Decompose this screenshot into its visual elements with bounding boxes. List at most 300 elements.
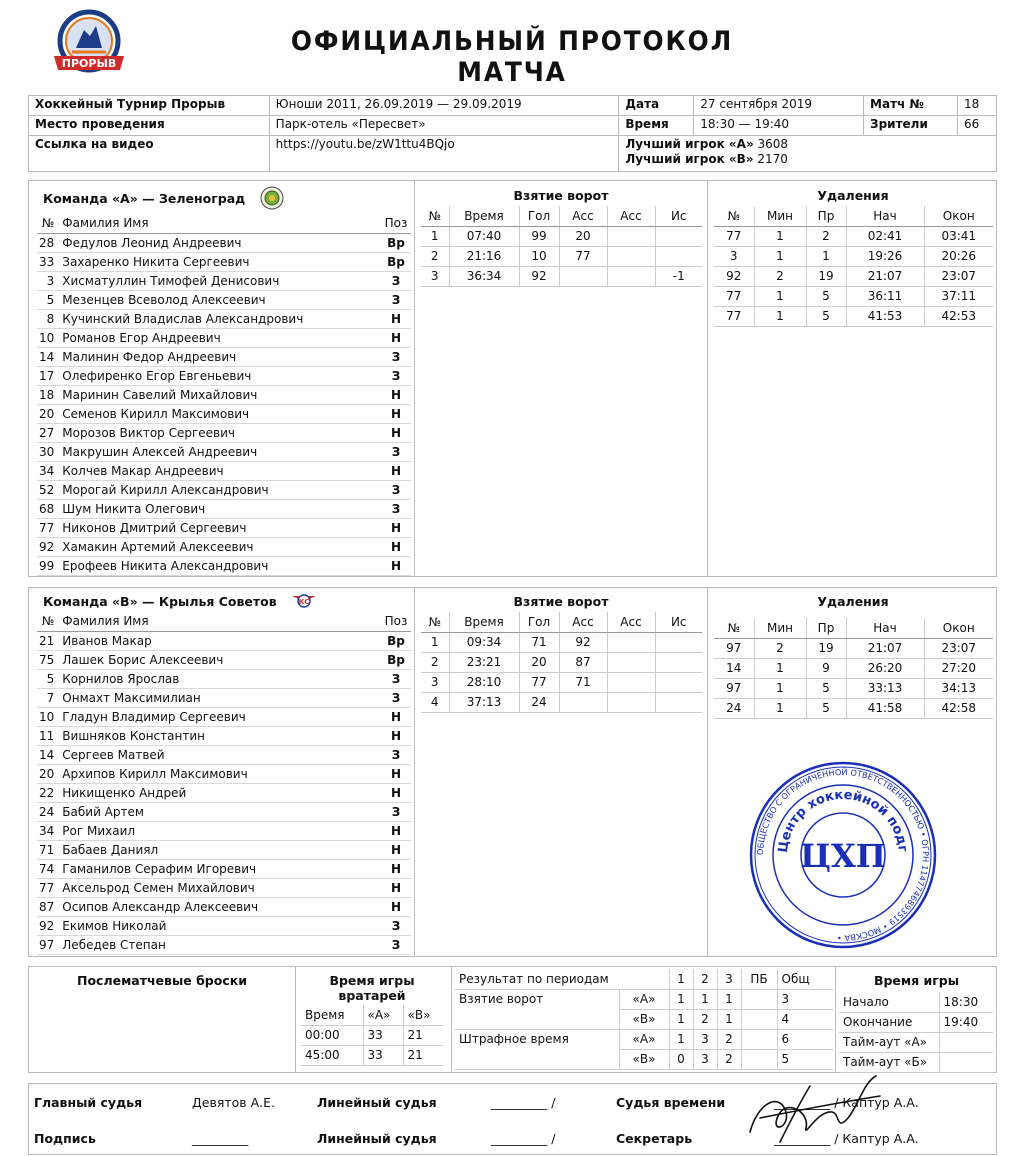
goals-header-cell: Асс [607, 612, 655, 632]
penalty-cell-pr: 5 [806, 286, 846, 306]
goals-header [421, 206, 702, 226]
player-name: Лебедев Степан [60, 935, 381, 954]
linesman2-label: Линейный судья [317, 1131, 437, 1146]
player-name: Малинин Федор Андреевич [60, 347, 381, 366]
player-number: 17 [37, 366, 60, 385]
shootout-title: Послематчевые броски [76, 973, 247, 988]
goals-b-cell: 1 [669, 1009, 693, 1029]
player-number: 34 [37, 821, 60, 840]
penalty-cell-min: 1 [754, 678, 806, 698]
player-position: З [381, 366, 411, 385]
goal-cell-a1 [559, 266, 607, 286]
player-name: Морозов Виктор Сергеевич [60, 423, 381, 442]
team-a-goals-title: Взятие ворот [513, 188, 609, 203]
goal-cell-is [655, 246, 702, 266]
player-name: Никищенко Андрей [60, 783, 381, 802]
team-b-logo-icon [291, 592, 317, 613]
team-b-label: «В» [619, 1049, 669, 1069]
stamp-outer-text: ОБЩЕСТВО С ОГРАНИЧЕННОЙ ОТВЕТСТВЕННОСТЬЮ • ОГРН 1147746893519 • МОСКВА • [754, 766, 932, 944]
best-players [619, 136, 997, 172]
goal-cell-time: 28:10 [449, 672, 519, 692]
goal-cell-a1: 92 [559, 632, 607, 652]
player-position: Н [381, 556, 411, 575]
goal-row [421, 226, 702, 246]
player-number: 20 [37, 404, 60, 423]
team-a-penalties-column [708, 181, 998, 576]
game-time-title: Время игры [873, 973, 960, 988]
goals-header-cell: Время [449, 206, 519, 226]
player-name: Сергеев Матвей [60, 745, 381, 764]
pim-b-cell: 0 [669, 1049, 693, 1069]
player-name: Рог Михаил [60, 821, 381, 840]
results-header: 2 [693, 969, 717, 989]
match-info-table [28, 95, 997, 172]
goal-cell-n: 1 [421, 632, 449, 652]
team-a-penalties-table [714, 206, 993, 327]
player-position: Вр [381, 233, 411, 252]
penalty-cell-n: 77 [714, 226, 754, 246]
logo-text: ПРОРЫВ [61, 57, 117, 70]
roster-row [37, 821, 411, 840]
player-position: Н [381, 385, 411, 404]
penalty-row [714, 678, 993, 698]
roster-row [37, 707, 411, 726]
goals-header-cell: Асс [559, 206, 607, 226]
goal-cell-is [655, 672, 702, 692]
best-a-label: Лучший игрок «А» [625, 137, 754, 151]
goal-cell-goal: 24 [519, 692, 559, 712]
penalties-header [714, 206, 993, 226]
penalty-cell-pr: 2 [806, 226, 846, 246]
penalty-cell-min: 2 [754, 638, 806, 658]
player-number: 5 [37, 290, 60, 309]
penalty-cell-end: 42:53 [924, 306, 993, 326]
goals-header-cell: Гол [519, 206, 559, 226]
roster-row [37, 897, 411, 916]
player-position: Н [381, 537, 411, 556]
goal-cell-a2 [607, 266, 655, 286]
team-a-goals-column [415, 181, 708, 576]
goal-row [421, 652, 702, 672]
goals-header-cell: № [421, 206, 449, 226]
roster-row [37, 271, 411, 290]
roster-row [37, 935, 411, 954]
goals-header-cell: № [421, 612, 449, 632]
player-number: 74 [37, 859, 60, 878]
player-number: 27 [37, 423, 60, 442]
gk-cell: 45:00 [301, 1045, 363, 1065]
roster-name-header: Фамилия Имя [60, 612, 381, 631]
team-a-roster [37, 214, 411, 576]
team-a-block [28, 180, 997, 577]
player-number: 77 [37, 878, 60, 897]
signature-value: _________ [192, 1131, 249, 1146]
team-a-title: Команда «А» — Зеленоград [43, 191, 246, 206]
linesman2-value: _________ / [491, 1131, 556, 1146]
player-number: 68 [37, 499, 60, 518]
goals-a-cell: 1 [669, 989, 693, 1009]
roster-row [37, 688, 411, 707]
penalty-cell-end: 20:26 [924, 246, 993, 266]
penalty-cell-end: 42:58 [924, 698, 993, 718]
penalty-cell-end: 34:13 [924, 678, 993, 698]
svg-text:КС: КС [298, 598, 310, 606]
goal-cell-time: 07:40 [449, 226, 519, 246]
goal-cell-goal: 71 [519, 632, 559, 652]
player-number: 11 [37, 726, 60, 745]
pim-a-cell: 2 [717, 1029, 741, 1049]
stamp-center-text: ЦХП [800, 837, 886, 875]
player-name: Гаманилов Серафим Игоревич [60, 859, 381, 878]
roster-num-header: № [37, 214, 60, 233]
player-number: 77 [37, 518, 60, 537]
player-position: Вр [381, 631, 411, 650]
player-number: 97 [37, 935, 60, 954]
goal-cell-n: 3 [421, 266, 449, 286]
team-b-goals-table [421, 612, 702, 713]
roster-num-header: № [37, 612, 60, 631]
tournament-name: Хоккейный Турнир Прорыв [29, 96, 270, 116]
penalty-cell-pr: 19 [806, 266, 846, 286]
player-number: 10 [37, 328, 60, 347]
goals-a-cell: 1 [693, 989, 717, 1009]
roster-row [37, 499, 411, 518]
goal-cell-n: 2 [421, 652, 449, 672]
goal-cell-a2 [607, 226, 655, 246]
gk-cell: 21 [403, 1045, 443, 1065]
timeout-a-value [939, 1032, 993, 1052]
team-a-label: «А» [619, 1029, 669, 1049]
team-b-title: Команда «В» — Крылья Советов [43, 594, 277, 609]
roster-row [37, 631, 411, 650]
player-number: 10 [37, 707, 60, 726]
penalty-cell-start: 21:07 [846, 638, 924, 658]
results-header: 1 [669, 969, 693, 989]
timeout-a-label: Тайм-аут «А» [839, 1032, 939, 1052]
roster-pos-header: Поз [381, 612, 411, 631]
penalty-row [714, 638, 993, 658]
goal-cell-is [655, 692, 702, 712]
gk-header [301, 1005, 443, 1025]
goal-cell-a1: 20 [559, 226, 607, 246]
player-position: Н [381, 840, 411, 859]
team-b-roster-column [29, 588, 415, 956]
pim-b-cell: 3 [693, 1049, 717, 1069]
penalty-cell-min: 1 [754, 246, 806, 266]
team-b-penalties-title: Удаления [817, 594, 889, 609]
goals-b-cell: 1 [717, 1009, 741, 1029]
penalty-row [714, 226, 993, 246]
player-position: Н [381, 423, 411, 442]
goal-cell-goal: 20 [519, 652, 559, 672]
roster-row [37, 423, 411, 442]
roster-row [37, 404, 411, 423]
roster-row [37, 385, 411, 404]
player-name: Романов Егор Андреевич [60, 328, 381, 347]
goal-row [421, 246, 702, 266]
gk-cell: 33 [363, 1025, 403, 1045]
player-number: 3 [37, 271, 60, 290]
goals-header-cell: Ис [655, 612, 702, 632]
player-position: З [381, 480, 411, 499]
team-b-goals-title: Взятие ворот [513, 594, 609, 609]
gk-header-cell: «В» [403, 1005, 443, 1025]
best-b-label: Лучший игрок «В» [625, 152, 754, 166]
goals-header-cell: Асс [607, 206, 655, 226]
goal-cell-time: 21:16 [449, 246, 519, 266]
goal-cell-goal: 99 [519, 226, 559, 246]
timeout-b-label: Тайм-аут «Б» [839, 1052, 939, 1072]
team-b-goals-column [415, 588, 708, 956]
goal-row [421, 632, 702, 652]
roster-row [37, 669, 411, 688]
goal-cell-n: 3 [421, 672, 449, 692]
secretary-value: _________ / Каптур А.А. [774, 1131, 919, 1146]
goals-header [421, 612, 702, 632]
penalty-cell-pr: 5 [806, 306, 846, 326]
player-number: 30 [37, 442, 60, 461]
player-name: Екимов Николай [60, 916, 381, 935]
start-label: Начало [839, 992, 939, 1012]
goal-cell-is [655, 226, 702, 246]
player-number: 87 [37, 897, 60, 916]
penalty-cell-min: 2 [754, 266, 806, 286]
player-position: Н [381, 859, 411, 878]
penalties-header [714, 618, 993, 638]
date-value: 27 сентября 2019 [694, 96, 864, 116]
gk-time-table [301, 1005, 443, 1066]
penalty-cell-n: 14 [714, 658, 754, 678]
results-header: 3 [717, 969, 741, 989]
player-position: З [381, 499, 411, 518]
time-value: 18:30 — 19:40 [694, 116, 864, 136]
player-number: 33 [37, 252, 60, 271]
penalties-header-cell: Нач [846, 206, 924, 226]
roster-row [37, 726, 411, 745]
player-number: 52 [37, 480, 60, 499]
head-referee-value: Девятов А.Е. [192, 1095, 276, 1110]
end-value: 19:40 [939, 1012, 993, 1032]
goal-cell-n: 1 [421, 226, 449, 246]
player-number: 75 [37, 650, 60, 669]
goal-cell-n: 4 [421, 692, 449, 712]
linesman1-value: _________ / [491, 1095, 556, 1110]
goals-a-cell: 1 [717, 989, 741, 1009]
gk-cell: 33 [363, 1045, 403, 1065]
penalties-header-cell: Окон [924, 206, 993, 226]
player-number: 22 [37, 783, 60, 802]
match-no-label: Матч № [864, 96, 958, 116]
player-name: Никонов Дмитрий Сергеевич [60, 518, 381, 537]
venue-label: Место проведения [29, 116, 270, 136]
video-link[interactable]: https://youtu.be/zW1ttu4BQjo [269, 136, 619, 172]
player-name: Аксельрод Семен Михайлович [60, 878, 381, 897]
player-name: Хисматуллин Тимофей Денисович [60, 271, 381, 290]
player-position: Н [381, 726, 411, 745]
player-position: Н [381, 764, 411, 783]
player-number: 14 [37, 745, 60, 764]
head-referee-label: Главный судья [34, 1095, 143, 1110]
results-title: Результат по периодам [455, 969, 669, 989]
player-position: Вр [381, 252, 411, 271]
roster-row [37, 764, 411, 783]
goal-cell-a2 [607, 672, 655, 692]
roster-row [37, 802, 411, 821]
goals-b-total: 4 [777, 1009, 833, 1029]
period-results-table [455, 969, 833, 1070]
gk-header-cell: «А» [363, 1005, 403, 1025]
goal-cell-time: 09:34 [449, 632, 519, 652]
gk-row [301, 1045, 443, 1065]
best-b-value: 2170 [757, 152, 788, 166]
pim-a-cell [741, 1029, 777, 1049]
goal-row [421, 266, 702, 286]
player-name: Лашек Борис Алексеевич [60, 650, 381, 669]
stamp-inner-text: Центр хоккейной подг [775, 787, 910, 854]
team-a-label: «А» [619, 989, 669, 1009]
player-number: 28 [37, 233, 60, 252]
player-name: Захаренко Никита Сергеевич [60, 252, 381, 271]
roster-header [37, 214, 411, 233]
goal-row [421, 692, 702, 712]
player-number: 24 [37, 802, 60, 821]
roster-row [37, 916, 411, 935]
penalties-header-cell: Окон [924, 618, 993, 638]
player-position: З [381, 688, 411, 707]
penalty-cell-end: 23:07 [924, 638, 993, 658]
player-name: Осипов Александр Алексеевич [60, 897, 381, 916]
player-number: 71 [37, 840, 60, 859]
goal-cell-a1 [559, 692, 607, 712]
roster-row [37, 840, 411, 859]
roster-row [37, 480, 411, 499]
pim-b-cell: 2 [717, 1049, 741, 1069]
end-label: Окончание [839, 1012, 939, 1032]
player-name: Хамакин Артемий Алексеевич [60, 537, 381, 556]
player-name: Семенов Кирилл Максимович [60, 404, 381, 423]
player-position: З [381, 802, 411, 821]
player-name: Морогай Кирилл Александрович [60, 480, 381, 499]
player-position: Н [381, 821, 411, 840]
team-a-penalties-title: Удаления [817, 188, 889, 203]
player-position: Вр [381, 650, 411, 669]
goal-cell-is [655, 652, 702, 672]
date-label: Дата [619, 96, 694, 116]
penalty-cell-n: 77 [714, 286, 754, 306]
roster-row [37, 309, 411, 328]
gk-time-title: Время игры вратарей [329, 973, 415, 1003]
penalty-cell-pr: 1 [806, 246, 846, 266]
player-position: З [381, 271, 411, 290]
player-name: Олефиренко Егор Евгеньевич [60, 366, 381, 385]
goals-header-cell: Время [449, 612, 519, 632]
roster-row [37, 347, 411, 366]
player-name: Вишняков Константин [60, 726, 381, 745]
penalty-cell-end: 03:41 [924, 226, 993, 246]
gk-cell: 00:00 [301, 1025, 363, 1045]
goal-cell-a1: 87 [559, 652, 607, 672]
page-title: ОФИЦИАЛЬНЫЙ ПРОТОКОЛ МАТЧА [290, 26, 734, 88]
player-position: Н [381, 897, 411, 916]
player-number: 92 [37, 537, 60, 556]
goal-cell-time: 23:21 [449, 652, 519, 672]
penalty-cell-min: 1 [754, 306, 806, 326]
start-value: 18:30 [939, 992, 993, 1012]
penalties-header-cell: Пр [806, 618, 846, 638]
secretary-label: Секретарь [616, 1131, 693, 1146]
roster-pos-header: Поз [381, 214, 411, 233]
team-a-goals-table [421, 206, 702, 287]
timekeeper-label: Судья времени [616, 1095, 726, 1110]
penalty-cell-pr: 19 [806, 638, 846, 658]
gk-cell: 21 [403, 1025, 443, 1045]
player-name: Шум Никита Олегович [60, 499, 381, 518]
team-a-logo-icon [260, 186, 284, 213]
goals-a-total: 3 [777, 989, 833, 1009]
goal-cell-time: 37:13 [449, 692, 519, 712]
goal-cell-goal: 77 [519, 672, 559, 692]
player-position: З [381, 290, 411, 309]
player-position: Н [381, 404, 411, 423]
penalty-row [714, 306, 993, 326]
player-name: Макрушин Алексей Андреевич [60, 442, 381, 461]
penalty-cell-start: 19:26 [846, 246, 924, 266]
match-summary [28, 966, 997, 1073]
goal-cell-goal: 92 [519, 266, 559, 286]
penalty-row [714, 246, 993, 266]
player-name: Бабаев Даниял [60, 840, 381, 859]
time-label: Время [619, 116, 694, 136]
spectators-value: 66 [957, 116, 996, 136]
penalties-header-cell: Пр [806, 206, 846, 226]
penalty-row [714, 658, 993, 678]
player-number: 18 [37, 385, 60, 404]
penalty-cell-min: 1 [754, 286, 806, 306]
roster-row [37, 442, 411, 461]
referee-signature [740, 1072, 890, 1156]
penalty-cell-start: 33:13 [846, 678, 924, 698]
player-position: Н [381, 518, 411, 537]
goal-cell-a1: 77 [559, 246, 607, 266]
player-number: 14 [37, 347, 60, 366]
penalty-cell-n: 3 [714, 246, 754, 266]
goals-header-cell: Ис [655, 206, 702, 226]
roster-row [37, 252, 411, 271]
best-a-value: 3608 [757, 137, 789, 151]
player-name: Корнилов Ярослав [60, 669, 381, 688]
pim-b-total: 5 [777, 1049, 833, 1069]
results-header: ПБ [741, 969, 777, 989]
player-name: Иванов Макар [60, 631, 381, 650]
player-position: З [381, 442, 411, 461]
player-number: 5 [37, 669, 60, 688]
roster-name-header: Фамилия Имя [60, 214, 381, 233]
player-name: Архипов Кирилл Максимович [60, 764, 381, 783]
penalty-cell-n: 24 [714, 698, 754, 718]
penalty-cell-end: 37:11 [924, 286, 993, 306]
official-stamp [748, 760, 938, 950]
team-a-roster-column [29, 181, 415, 576]
timekeeper-value: _________ / Каптур А.А. [774, 1095, 919, 1110]
team-b-label: «В» [619, 1009, 669, 1029]
player-position: Н [381, 878, 411, 897]
goal-cell-a2 [607, 692, 655, 712]
goal-cell-a2 [607, 652, 655, 672]
roster-row [37, 537, 411, 556]
penalty-cell-start: 26:20 [846, 658, 924, 678]
goal-cell-goal: 10 [519, 246, 559, 266]
player-position: Н [381, 328, 411, 347]
